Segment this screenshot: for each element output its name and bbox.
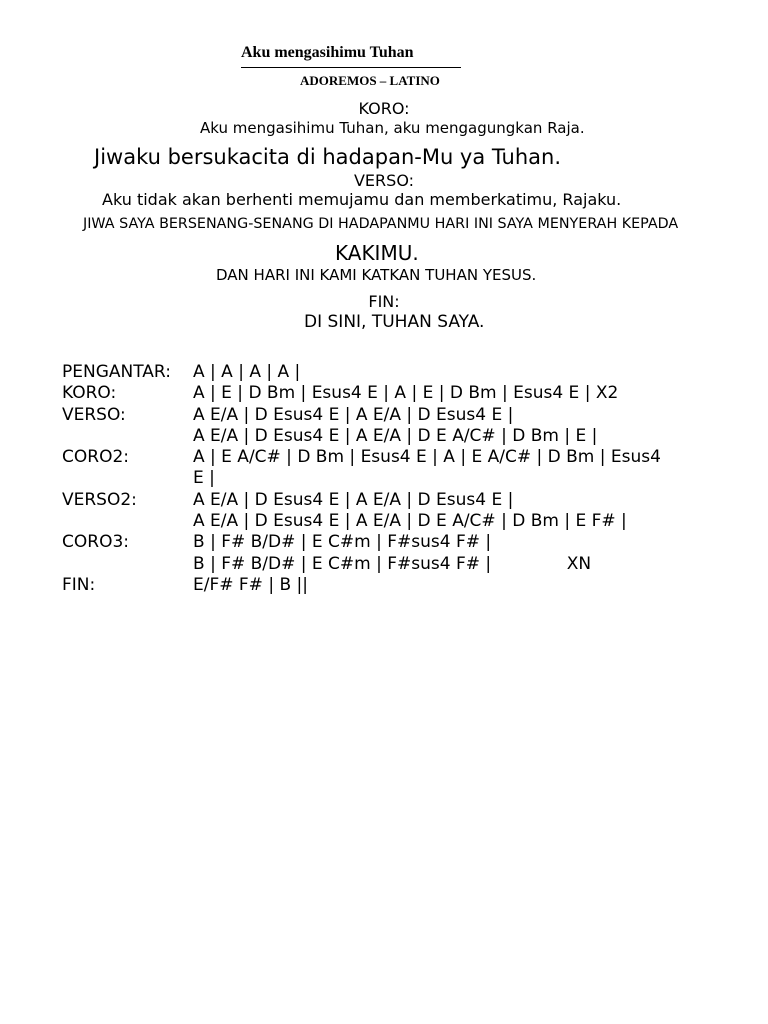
chord-progression: A E/A | D Esus4 E | A E/A | D E A/C# | D Bm | E |	[193, 425, 598, 446]
chord-progression: E/F# F# | B ||	[193, 574, 308, 595]
chord-section-label	[62, 511, 193, 532]
chord-row	[62, 511, 661, 532]
chord-progression: A | E | D Bm | Esus4 E | A | E | D Bm | Esus4 E | X2	[193, 383, 619, 404]
chord-section-label	[62, 426, 193, 447]
chord-row	[62, 554, 661, 575]
chord-progression: A E/A | D Esus4 E | A E/A | D Esus4 E |	[193, 489, 514, 510]
chord-section-label: PENGANTAR:	[62, 362, 171, 382]
fin-line-1: DI SINI, TUHAN SAYA.	[304, 312, 485, 332]
verso-label: VERSO:	[353, 171, 415, 190]
chord-progression: A | E A/C# | D Bm | Esus4 E | A | E A/C# | D Bm | Esus4	[193, 447, 661, 468]
verso-line-3: KAKIMU.	[335, 241, 419, 265]
chord-row	[62, 532, 661, 553]
chord-section-label: KORO:	[62, 383, 117, 404]
chord-progression: E |	[193, 468, 215, 489]
chord-section-label: VERSO2:	[62, 489, 137, 510]
song-title: Aku mengasihimu Tuhan	[241, 44, 414, 61]
chord-chart	[62, 362, 661, 596]
chord-progression: A E/A | D Esus4 E | A E/A | D E A/C# | D Bm | E F# |	[193, 511, 627, 532]
koro-label: KORO:	[358, 99, 410, 118]
chord-section-label: CORO2:	[62, 447, 129, 468]
chord-section-label	[62, 554, 193, 575]
title-underline	[241, 67, 461, 68]
chord-row	[62, 447, 661, 468]
koro-line-2: Jiwaku bersukacita di hadapan-Mu ya Tuhan.	[94, 145, 562, 169]
verso-line-1: Aku tidak akan berhenti memujamu dan memberkatimu, Rajaku.	[102, 190, 622, 209]
chord-section-label: FIN:	[62, 574, 96, 595]
fin-label: FIN:	[368, 292, 400, 311]
chord-row	[62, 575, 661, 596]
chord-progression: B | F# B/D# | E C#m | F#sus4 F# |	[193, 532, 492, 553]
chord-section-label	[62, 468, 193, 489]
chord-progression: B | F# B/D# | E C#m | F#sus4 F# | XN	[193, 553, 592, 574]
chord-progression: A E/A | D Esus4 E | A E/A | D Esus4 E |	[193, 404, 514, 425]
chord-row	[62, 383, 661, 404]
koro-line-1: Aku mengasihimu Tuhan, aku mengagungkan Raja.	[200, 119, 585, 137]
song-subtitle: ADOREMOS – LATINO	[300, 73, 440, 88]
verso-line-4: DAN HARI INI KAMI KATKAN TUHAN YESUS.	[216, 266, 537, 284]
chord-row	[62, 405, 661, 426]
chord-row	[62, 362, 661, 383]
chord-progression: A | A | A | A |	[193, 362, 301, 382]
chord-row	[62, 468, 661, 489]
chord-section-label: CORO3:	[62, 532, 129, 553]
verso-line-2: JIWA SAYA BERSENANG-SENANG DI HADAPANMU HARI INI SAYA MENYERAH KEPADA	[83, 216, 679, 232]
chord-section-label: VERSO:	[62, 404, 126, 425]
chord-row	[62, 426, 661, 447]
chord-row	[62, 490, 661, 511]
